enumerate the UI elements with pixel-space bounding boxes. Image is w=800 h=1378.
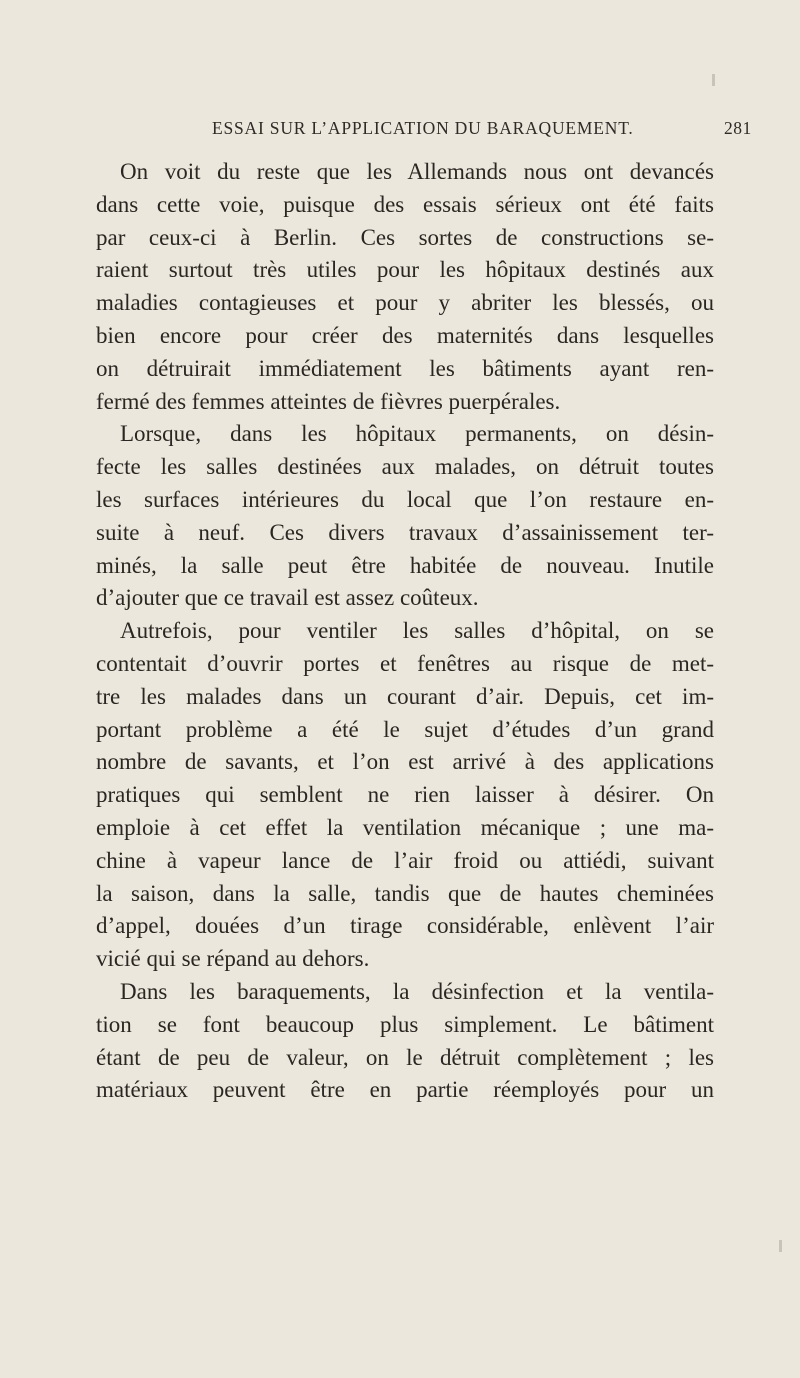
text-line: on détruirait immédiatement les bâtiments ayant ren-	[96, 355, 714, 381]
text-line: d’appel, douées d’un tirage considérable, enlèvent l’air	[96, 913, 714, 939]
text-line: par ceux-ci à Berlin. Ces sortes de constructions se-	[96, 224, 714, 250]
text-line: Autrefois, pour ventiler les salles d’hôpital, on se	[120, 618, 714, 644]
body-text	[96, 156, 714, 1107]
text-line: dans cette voie, puisque des essais sérieux ont été faits	[96, 191, 714, 217]
text-line: suite à neuf. Ces divers travaux d’assainissement ter-	[96, 519, 714, 545]
text-line: fermé des femmes atteintes de fièvres puerpérales.	[96, 388, 561, 414]
text-line: Dans les baraquements, la désinfection et la ventila-	[120, 978, 714, 1004]
paper-speck	[779, 1240, 782, 1252]
text-line: On voit du reste que les Allemands nous ont devancés	[120, 159, 714, 184]
text-line: portant problème a été le sujet d’études d’un grand	[96, 716, 714, 742]
text-line: vicié qui se répand au dehors.	[96, 946, 370, 972]
page-number: 281	[724, 118, 752, 138]
text-line: contentait d’ouvrir portes et fenêtres au risque de met-	[96, 650, 714, 676]
text-line: Lorsque, dans les hôpitaux permanents, on désin-	[120, 421, 714, 447]
text-line: pratiques qui semblent ne rien laisser à désirer. On	[96, 782, 714, 808]
text-line: maladies contagieuses et pour y abriter les blessés, ou	[96, 290, 714, 316]
text-line: bien encore pour créer des maternités dans lesquelles	[96, 322, 714, 348]
text-line: tion se font beaucoup plus simplement. Le bâtiment	[96, 1011, 714, 1037]
text-line: d’ajouter que ce travail est assez coûteux.	[96, 585, 479, 611]
text-line: nombre de savants, et l’on est arrivé à des applications	[96, 749, 714, 775]
running-header	[212, 118, 752, 146]
text-line: matériaux peuvent être en partie réemployés pour un	[96, 1077, 714, 1103]
text-line: minés, la salle peut être habitée de nouveau. Inutile	[96, 552, 714, 578]
text-line: tre les malades dans un courant d’air. Depuis, cet im-	[96, 683, 714, 709]
text-line: raient surtout très utiles pour les hôpitaux destinés aux	[96, 257, 714, 283]
text-line: chine à vapeur lance de l’air froid ou attiédi, suivant	[96, 847, 714, 873]
running-title: ESSAI SUR L’APPLICATION DU BARAQUEMENT.	[212, 118, 634, 138]
text-line: les surfaces intérieures du local que l’on restaure en-	[96, 486, 714, 512]
text-line: fecte les salles destinées aux malades, on détruit toutes	[96, 454, 714, 480]
paper-speck	[712, 74, 715, 86]
text-line: étant de peu de valeur, on le détruit complètement ; les	[96, 1044, 714, 1070]
text-line: emploie à cet effet la ventilation mécanique ; une ma-	[96, 814, 714, 840]
text-line: la saison, dans la salle, tandis que de hautes cheminées	[96, 880, 714, 906]
